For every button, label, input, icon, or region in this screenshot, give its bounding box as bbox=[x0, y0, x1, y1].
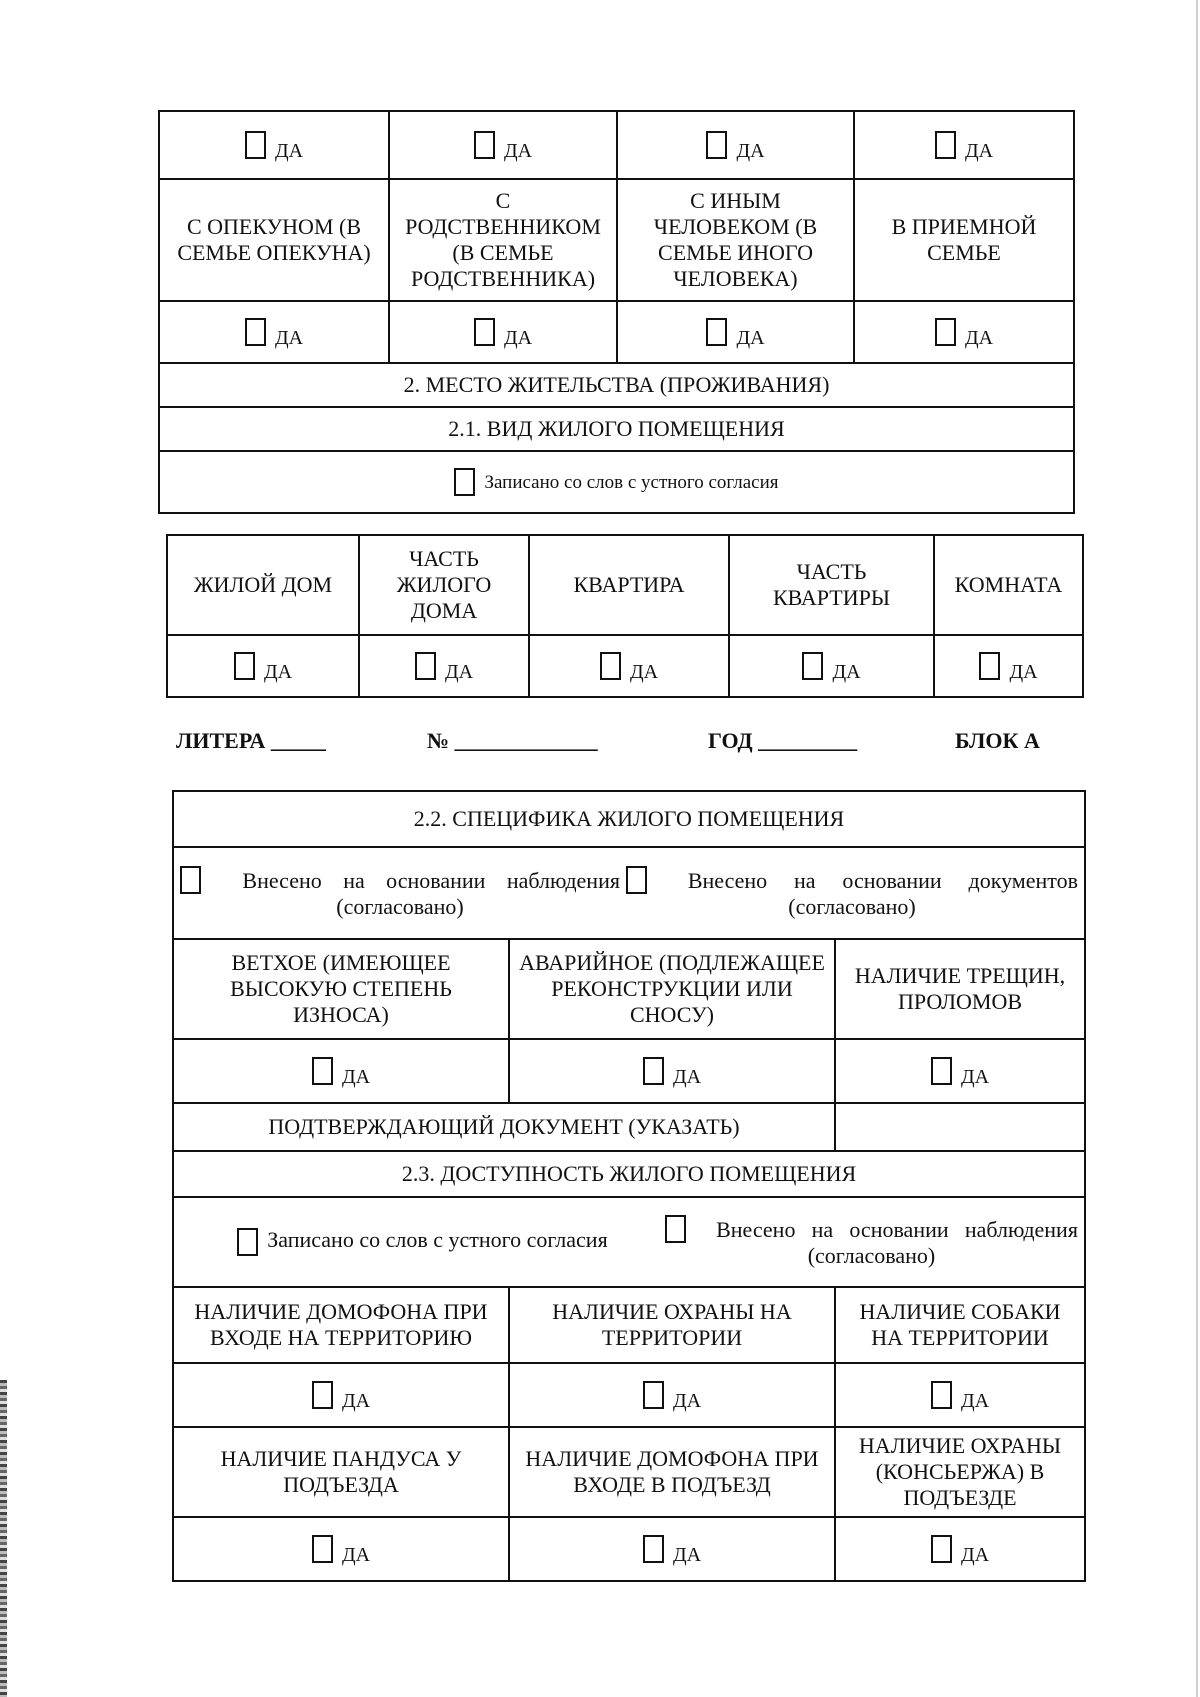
yes-cell[interactable]: ДА bbox=[617, 111, 854, 179]
option-label: КВАРТИРА bbox=[529, 535, 729, 635]
option-label: С ОПЕКУНОМ (В СЕМЬЕ ОПЕКУНА) bbox=[159, 179, 389, 301]
confirming-document-label: ПОДТВЕРЖДАЮЩИЙ ДОКУМЕНТ (УКАЗАТЬ) bbox=[173, 1103, 835, 1151]
scan-edge-artifact bbox=[0, 1380, 7, 1697]
option-label: С ИНЫМ ЧЕЛОВЕКОМ (В СЕМЬЕ ИНОГО ЧЕЛОВЕКА) bbox=[617, 179, 854, 301]
observation-option[interactable]: Внесено на основании наблюдения (согласовано) bbox=[180, 866, 620, 920]
guardianship-yes-row bbox=[159, 301, 1074, 363]
access-yes-row-1 bbox=[173, 1363, 1085, 1427]
option-label: НАЛИЧИЕ ДОМОФОНА ПРИ ВХОДЕ НА ТЕРРИТОРИЮ bbox=[173, 1287, 509, 1363]
yes-cell[interactable]: ДА bbox=[509, 1039, 835, 1103]
guardianship-row bbox=[159, 179, 1074, 301]
checkbox[interactable] bbox=[237, 1228, 258, 1256]
yes-cell[interactable]: ДА bbox=[389, 301, 617, 363]
access-yes-row-2 bbox=[173, 1517, 1085, 1581]
option-label: В ПРИЕМНОЙ СЕМЬЕ bbox=[854, 179, 1074, 301]
section-2-1-title: 2.1. ВИД ЖИЛОГО ПОМЕЩЕНИЯ bbox=[159, 407, 1074, 451]
checkbox[interactable] bbox=[935, 318, 956, 346]
specifics-table bbox=[172, 790, 1086, 1582]
access-row-1 bbox=[173, 1287, 1085, 1363]
access-row-2 bbox=[173, 1427, 1085, 1517]
yes-cell[interactable]: ДА bbox=[934, 635, 1083, 697]
housing-yes-row bbox=[167, 635, 1083, 697]
option-label: ЧАСТЬ КВАРТИРЫ bbox=[729, 535, 934, 635]
documents-option[interactable]: Внесено на основании документов (согласовано) bbox=[620, 866, 1078, 920]
housing-type-row bbox=[167, 535, 1083, 635]
yes-cell[interactable]: ДА bbox=[159, 301, 389, 363]
checkbox[interactable] bbox=[454, 468, 475, 496]
residence-table bbox=[158, 110, 1075, 514]
checkbox[interactable] bbox=[245, 131, 266, 159]
option-label: НАЛИЧИЕ СОБАКИ НА ТЕРРИТОРИИ bbox=[835, 1287, 1085, 1363]
option-label: С РОДСТВЕННИКОМ (В СЕМЬЕ РОДСТВЕННИКА) bbox=[389, 179, 617, 301]
checkbox[interactable] bbox=[643, 1535, 664, 1563]
checkbox[interactable] bbox=[312, 1535, 333, 1563]
yes-cell[interactable]: ДА bbox=[729, 635, 934, 697]
option-label: ВЕТХОЕ (ИМЕЮЩЕЕ ВЫСОКУЮ СТЕПЕНЬ ИЗНОСА) bbox=[173, 939, 509, 1039]
number-field[interactable]: № _____________ bbox=[427, 728, 598, 753]
yes-cell[interactable]: ДА bbox=[359, 635, 529, 697]
checkbox[interactable] bbox=[600, 652, 621, 680]
yes-cell[interactable]: ДА bbox=[854, 111, 1074, 179]
option-label: НАЛИЧИЕ ДОМОФОНА ПРИ ВХОДЕ В ПОДЪЕЗД bbox=[509, 1427, 835, 1517]
option-label: ЖИЛОЙ ДОМ bbox=[167, 535, 359, 635]
checkbox[interactable] bbox=[665, 1215, 686, 1243]
yes-cell[interactable]: ДА bbox=[854, 301, 1074, 363]
section-2-3-title: 2.3. ДОСТУПНОСТЬ ЖИЛОГО ПОМЕЩЕНИЯ bbox=[173, 1151, 1085, 1197]
checkbox[interactable] bbox=[931, 1057, 952, 1085]
option-label: АВАРИЙНОЕ (ПОДЛЕЖАЩЕЕ РЕКОНСТРУКЦИИ ИЛИ СНОСУ) bbox=[509, 939, 835, 1039]
yes-cell[interactable]: ДА bbox=[835, 1363, 1085, 1427]
access-source-row bbox=[173, 1197, 1085, 1287]
yes-cell[interactable]: ДА bbox=[173, 1517, 509, 1581]
checkbox[interactable] bbox=[931, 1535, 952, 1563]
yes-cell[interactable]: ДА bbox=[167, 635, 359, 697]
yes-cell[interactable]: ДА bbox=[173, 1039, 509, 1103]
yes-cell[interactable]: ДА bbox=[835, 1039, 1085, 1103]
yes-cell[interactable]: ДА bbox=[529, 635, 729, 697]
litera-field[interactable]: ЛИТЕРА _____ bbox=[176, 728, 326, 753]
checkbox[interactable] bbox=[245, 318, 266, 346]
checkbox[interactable] bbox=[931, 1381, 952, 1409]
checkbox[interactable] bbox=[474, 131, 495, 159]
condition-yes-row bbox=[173, 1039, 1085, 1103]
yes-cell[interactable]: ДА bbox=[835, 1517, 1085, 1581]
section-2-2-title: 2.2. СПЕЦИФИКА ЖИЛОГО ПОМЕЩЕНИЯ bbox=[173, 791, 1085, 847]
checkbox[interactable] bbox=[180, 866, 201, 894]
yes-cell[interactable]: ДА bbox=[509, 1517, 835, 1581]
condition-row bbox=[173, 939, 1085, 1039]
option-label: НАЛИЧИЕ ТРЕЩИН, ПРОЛОМОВ bbox=[835, 939, 1085, 1039]
top-yes-row bbox=[159, 111, 1074, 179]
observation-option[interactable]: Внесено на основании наблюдения (согласовано) bbox=[665, 1215, 1078, 1269]
option-label: НАЛИЧИЕ ОХРАНЫ НА ТЕРРИТОРИИ bbox=[509, 1287, 835, 1363]
checkbox[interactable] bbox=[626, 866, 647, 894]
checkbox[interactable] bbox=[234, 652, 255, 680]
checkbox[interactable] bbox=[312, 1057, 333, 1085]
yes-cell[interactable]: ДА bbox=[173, 1363, 509, 1427]
housing-type-table bbox=[166, 534, 1084, 698]
block-label: БЛОК А bbox=[955, 728, 1040, 753]
checkbox[interactable] bbox=[706, 131, 727, 159]
checkbox[interactable] bbox=[706, 318, 727, 346]
registration-line bbox=[170, 720, 1070, 760]
checkbox[interactable] bbox=[935, 131, 956, 159]
confirming-document-input[interactable] bbox=[835, 1103, 1085, 1151]
scan-right-edge bbox=[1196, 0, 1198, 1697]
checkbox[interactable] bbox=[979, 652, 1000, 680]
yes-cell[interactable]: ДА bbox=[159, 111, 389, 179]
checkbox[interactable] bbox=[415, 652, 436, 680]
checkbox[interactable] bbox=[643, 1381, 664, 1409]
checkbox[interactable] bbox=[312, 1381, 333, 1409]
option-label: КОМНАТА bbox=[934, 535, 1083, 635]
option-label: НАЛИЧИЕ ПАНДУСА У ПОДЪЕЗДА bbox=[173, 1427, 509, 1517]
checkbox[interactable] bbox=[802, 652, 823, 680]
checkbox[interactable] bbox=[643, 1057, 664, 1085]
recorded-consent-option[interactable]: Записано со слов с устного согласия bbox=[180, 1215, 665, 1269]
section-2-title: 2. МЕСТО ЖИТЕЛЬСТВА (ПРОЖИВАНИЯ) bbox=[159, 363, 1074, 407]
year-field[interactable]: ГОД _________ bbox=[708, 728, 858, 753]
source-options-row bbox=[173, 847, 1085, 939]
option-label: ЧАСТЬ ЖИЛОГО ДОМА bbox=[359, 535, 529, 635]
yes-cell[interactable]: ДА bbox=[389, 111, 617, 179]
yes-cell[interactable]: ДА bbox=[509, 1363, 835, 1427]
checkbox[interactable] bbox=[474, 318, 495, 346]
recorded-consent-row[interactable]: Записано со слов с устного согласия bbox=[159, 451, 1074, 513]
yes-cell[interactable]: ДА bbox=[617, 301, 854, 363]
option-label: НАЛИЧИЕ ОХРАНЫ (КОНСЬЕРЖА) В ПОДЪЕЗДЕ bbox=[835, 1427, 1085, 1517]
